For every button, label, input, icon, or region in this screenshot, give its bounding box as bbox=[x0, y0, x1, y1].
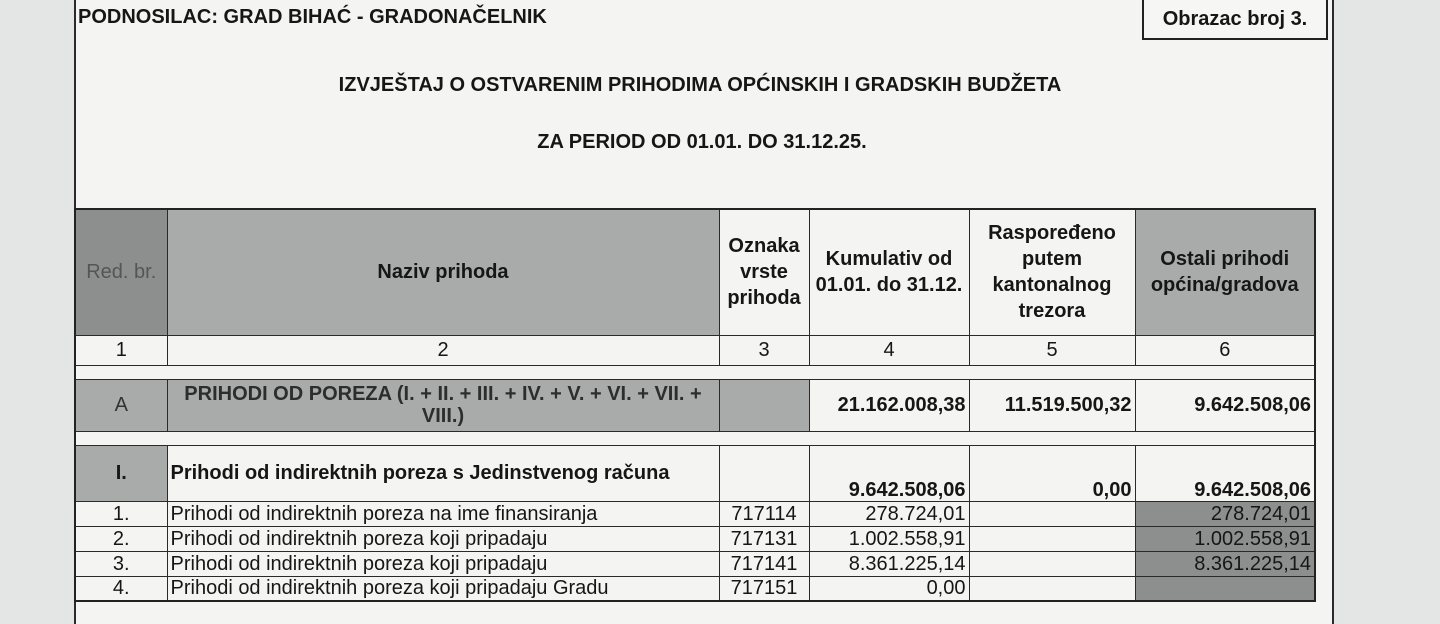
report-title: IZVJEŠTAJ O OSTVARENIM PRIHODIMA OPĆINSKIH I GRADSKIH BUDŽETA bbox=[338, 74, 1062, 96]
table-row bbox=[75, 526, 1315, 551]
row-ostali bbox=[1135, 576, 1315, 601]
section-a-kumulativ: 21.162.008,38 bbox=[809, 379, 969, 431]
col-number: 2 bbox=[167, 335, 719, 365]
revenue-table bbox=[74, 208, 1316, 602]
section-i-rasporedjeno: 0,00 bbox=[969, 445, 1135, 501]
section-a-red-br: A bbox=[75, 379, 167, 431]
col-number: 3 bbox=[719, 335, 809, 365]
section-i-naziv: Prihodi od indirektnih poreza s Jedinstvenog računa bbox=[167, 445, 719, 501]
row-rasporedjeno bbox=[969, 526, 1135, 551]
row-naziv: Prihodi od indirektnih poreza na ime finansiranja bbox=[167, 501, 719, 526]
row-red-br: 4. bbox=[75, 576, 167, 601]
report-period: ZA PERIOD OD 01.01. DO 31.12.25. bbox=[537, 131, 867, 153]
table-row bbox=[75, 576, 1315, 601]
col-header-oznaka: Oznaka vrste prihoda bbox=[719, 209, 809, 335]
row-red-br: 1. bbox=[75, 501, 167, 526]
row-naziv: Prihodi od indirektnih poreza koji pripadaju bbox=[167, 551, 719, 576]
row-naziv: Prihodi od indirektnih poreza koji pripadaju bbox=[167, 526, 719, 551]
podnosilac-label: PODNOSILAC: GRAD BIHAĆ - GRADONAČELNIK bbox=[78, 6, 547, 28]
col-number: 6 bbox=[1135, 335, 1315, 365]
row-rasporedjeno bbox=[969, 551, 1135, 576]
section-a-rasporedjeno: 11.519.500,32 bbox=[969, 379, 1135, 431]
col-number: 5 bbox=[969, 335, 1135, 365]
col-header-rasporedjeno: Raspoređeno putem kantonalnog trezora bbox=[969, 209, 1135, 335]
section-i-ostali: 9.642.508,06 bbox=[1135, 445, 1315, 501]
row-ostali: 1.002.558,91 bbox=[1135, 526, 1315, 551]
row-oznaka: 717131 bbox=[719, 526, 809, 551]
row-rasporedjeno bbox=[969, 501, 1135, 526]
row-ostali: 8.361.225,14 bbox=[1135, 551, 1315, 576]
section-i-red-br: I. bbox=[75, 445, 167, 501]
table-row bbox=[75, 501, 1315, 526]
row-rasporedjeno bbox=[969, 576, 1135, 601]
section-a-naziv: PRIHODI OD POREZA (I. + II. + III. + IV. + V. + VI. + VII. + VIII.) bbox=[167, 379, 719, 431]
row-naziv: Prihodi od indirektnih poreza koji pripadaju Gradu bbox=[167, 576, 719, 601]
row-oznaka: 717151 bbox=[719, 576, 809, 601]
form-number: Obrazac broj 3. bbox=[1142, 0, 1328, 40]
row-red-br: 3. bbox=[75, 551, 167, 576]
col-header-ostali: Ostali prihodi općina/gradova bbox=[1135, 209, 1315, 335]
section-a-row bbox=[75, 379, 1315, 431]
section-a-oznaka bbox=[719, 379, 809, 431]
section-i-oznaka bbox=[719, 445, 809, 501]
col-header-naziv: Naziv prihoda bbox=[167, 209, 719, 335]
col-header-kumulativ: Kumulativ od 01.01. do 31.12. bbox=[809, 209, 969, 335]
header-row bbox=[75, 209, 1315, 335]
row-kumulativ: 278.724,01 bbox=[809, 501, 969, 526]
section-i-kumulativ: 9.642.508,06 bbox=[809, 445, 969, 501]
row-kumulativ: 1.002.558,91 bbox=[809, 526, 969, 551]
section-a-ostali: 9.642.508,06 bbox=[1135, 379, 1315, 431]
column-number-row bbox=[75, 335, 1315, 365]
row-oznaka: 717114 bbox=[719, 501, 809, 526]
row-oznaka: 717141 bbox=[719, 551, 809, 576]
row-red-br: 2. bbox=[75, 526, 167, 551]
col-header-red-br: Red. br. bbox=[75, 209, 167, 335]
row-kumulativ: 0,00 bbox=[809, 576, 969, 601]
section-i-row bbox=[75, 445, 1315, 501]
table-row bbox=[75, 551, 1315, 576]
row-kumulativ: 8.361.225,14 bbox=[809, 551, 969, 576]
row-ostali: 278.724,01 bbox=[1135, 501, 1315, 526]
col-number: 4 bbox=[809, 335, 969, 365]
col-number: 1 bbox=[75, 335, 167, 365]
